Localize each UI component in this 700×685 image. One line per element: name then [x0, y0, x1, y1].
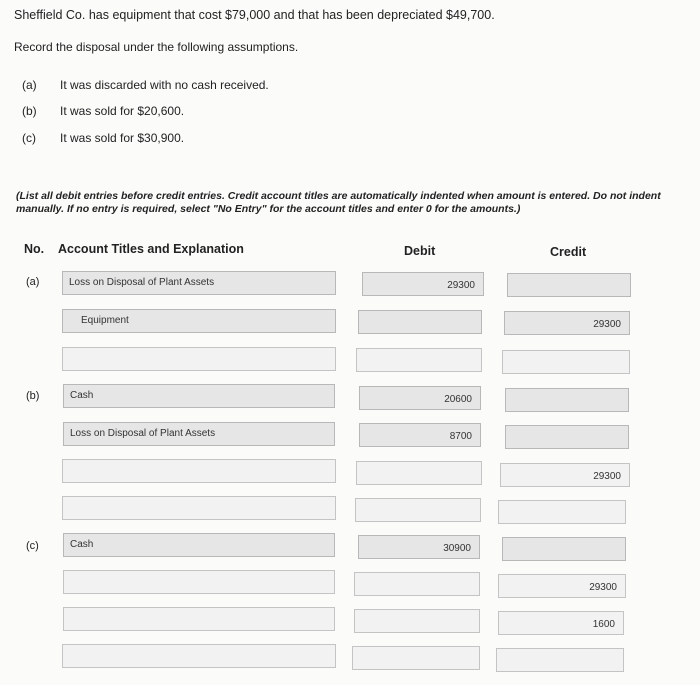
debit-amount-field[interactable]: 8700: [359, 423, 481, 447]
account-title-field[interactable]: Cash: [63, 384, 335, 408]
credit-amount-field[interactable]: [498, 500, 626, 524]
credit-amount-field[interactable]: [496, 648, 624, 672]
account-title-field[interactable]: [62, 347, 336, 371]
debit-amount-field[interactable]: [354, 572, 480, 596]
case-c-letter: (c): [22, 131, 36, 145]
account-title-field[interactable]: [62, 459, 336, 483]
case-a-text: It was discarded with no cash received.: [60, 78, 269, 92]
case-c-text: It was sold for $30,900.: [60, 131, 185, 145]
debit-amount-field[interactable]: [356, 348, 482, 372]
account-title-field[interactable]: Loss on Disposal of Plant Assets: [63, 422, 335, 446]
debit-amount-field[interactable]: [354, 609, 480, 633]
debit-amount-field[interactable]: [352, 646, 480, 670]
debit-amount-field[interactable]: 29300: [362, 272, 484, 296]
case-b-text: It was sold for $20,600.: [60, 104, 185, 118]
account-title-field[interactable]: Equipment: [62, 309, 336, 333]
credit-amount-field[interactable]: 29300: [498, 574, 626, 598]
credit-amount-field[interactable]: [505, 425, 629, 449]
header-debit: Debit: [404, 244, 436, 258]
account-title-field[interactable]: [63, 570, 335, 594]
header-credit: Credit: [550, 245, 587, 259]
case-b-letter: (b): [22, 104, 37, 118]
debit-amount-field[interactable]: 30900: [358, 535, 480, 559]
case-a-letter: (a): [22, 78, 37, 92]
header-no: No.: [24, 242, 45, 256]
entry-label-b: (b): [26, 390, 40, 402]
header-account-titles: Account Titles and Explanation: [58, 242, 244, 256]
account-title-field[interactable]: [63, 607, 335, 631]
debit-amount-field[interactable]: [358, 310, 482, 334]
account-title-field[interactable]: [62, 644, 336, 668]
instruction-text: Record the disposal under the following assumptions.: [14, 40, 299, 54]
credit-amount-field[interactable]: 29300: [500, 463, 630, 487]
credit-amount-field[interactable]: [507, 273, 631, 297]
credit-amount-field[interactable]: [502, 350, 630, 374]
entry-label-c: (c): [26, 540, 39, 552]
credit-amount-field[interactable]: [505, 388, 629, 412]
debit-amount-field[interactable]: [355, 498, 481, 522]
credit-amount-field[interactable]: 1600: [498, 611, 624, 635]
problem-statement: Sheffield Co. has equipment that cost $79,000 and that has been depreciated $49,700.: [14, 8, 495, 22]
account-title-field[interactable]: Loss on Disposal of Plant Assets: [62, 271, 336, 295]
entry-label-a: (a): [26, 276, 40, 288]
credit-amount-field[interactable]: 29300: [504, 311, 630, 335]
account-title-field[interactable]: Cash: [63, 533, 335, 557]
debit-amount-field[interactable]: [356, 461, 482, 485]
instruction-note: (List all debit entries before credit entries. Credit account titles are automatically indented when amount is entered. Do not indent manually. If no entry is required, select "No Entry" for the account titles and enter 0 for the amounts.): [16, 190, 661, 215]
debit-amount-field[interactable]: 20600: [359, 386, 481, 410]
credit-amount-field[interactable]: [502, 537, 626, 561]
account-title-field[interactable]: [62, 496, 336, 520]
